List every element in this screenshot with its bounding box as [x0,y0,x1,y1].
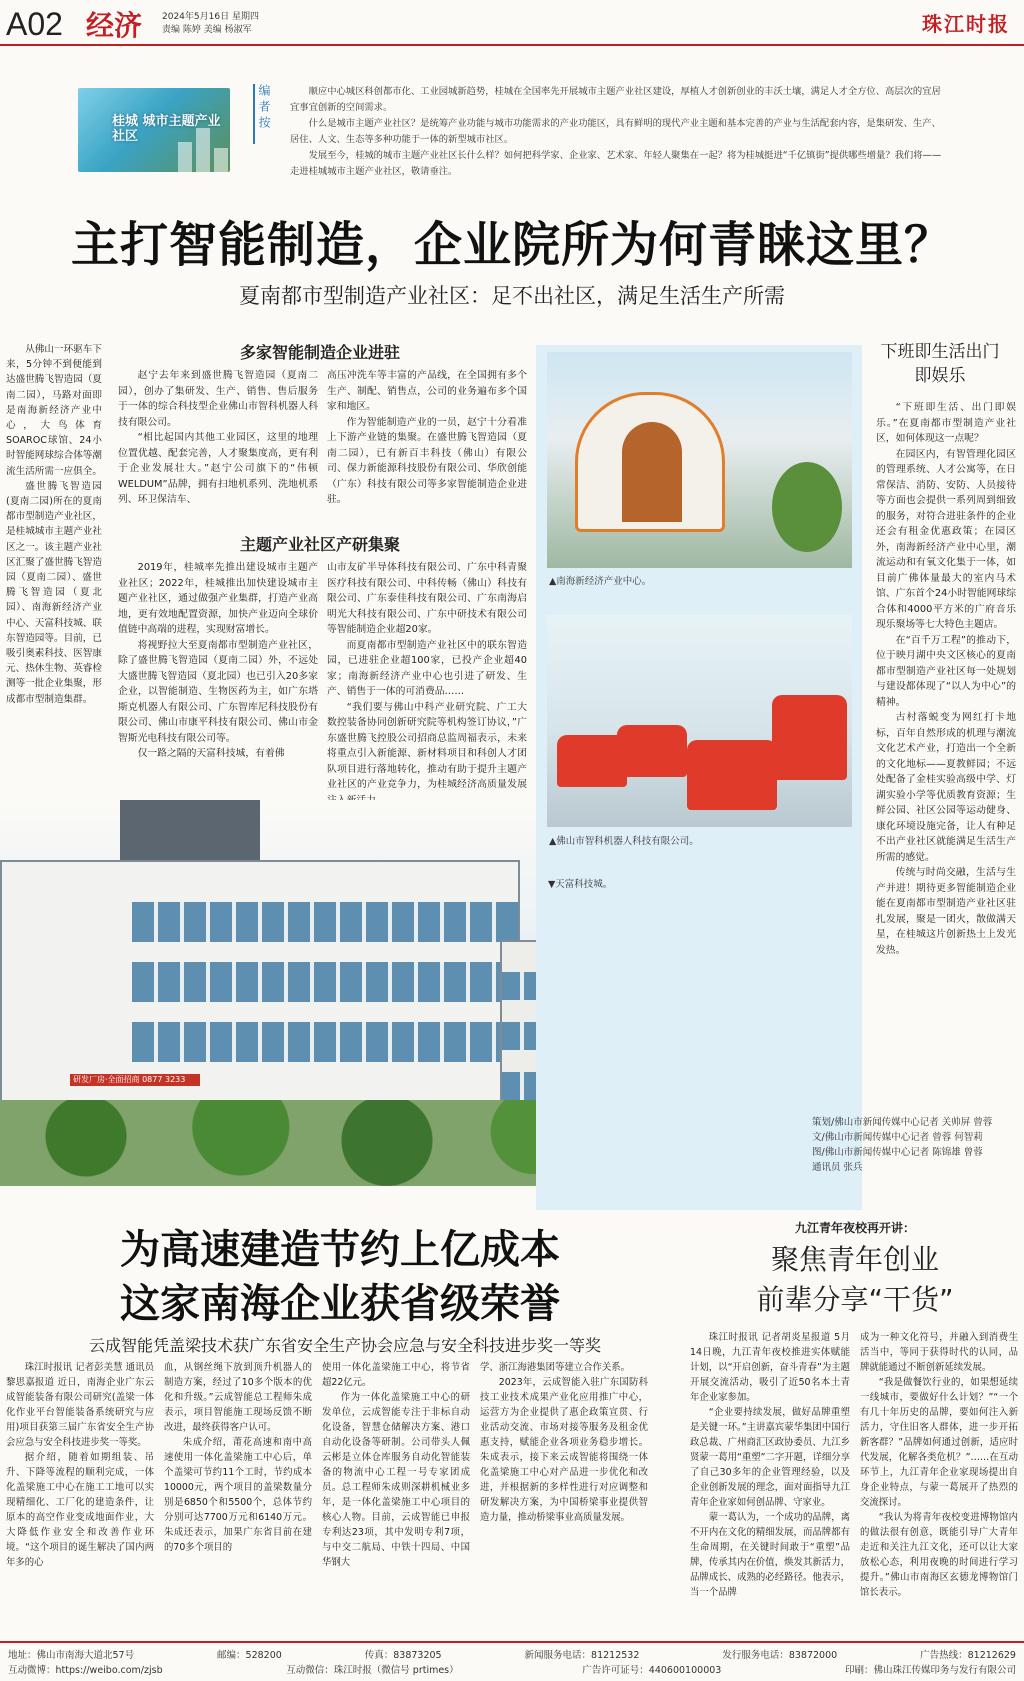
editor-note-label: 编者按 [253,84,273,144]
credit-line: 文/佛山市新闻传媒中心记者 曾蓉 何智莉 [812,1132,983,1143]
dateline [162,11,259,37]
article2-col3 [322,1360,470,1570]
body-paragraph: 从佛山一环驱车下来，5分钟不到便能到达盛世腾飞智造园（夏南二园），马路对面即是南海新经济产业中心，大鸟体育SOAROC球馆、24小时智能网球综合体等潮流生活所需一应俱全。 [6,344,102,477]
intro-paragraph: 什么是城市主题产业社区？是统筹产业功能与城市功能需求的产业功能区，具有鲜明的现代产业主题和基本完善的产业与生活配套内容，是集研发、生产、居住、人文、生态等多种功能于一体的新型城市社区。 [290,118,941,145]
footer-distribution-phone: 发行服务电话：83872000 [722,1650,838,1661]
body-paragraph: 高压冲洗车等丰富的产品线，在全国拥有多个生产、制配、销售点，公司的业务遍布多个国家和地区。 [327,370,527,412]
body-paragraph: 赵宁去年来到盛世腾飞智造园（夏南二园），创办了集研发、生产、销售、售后服务于一体的综合科技型企业佛山市智科机器人科技有限公司。 [118,370,318,428]
credit-line: 策划/佛山市新闻传媒中心记者 关帅屏 曾蓉 [812,1117,993,1128]
new-economy-center-photo [547,352,852,568]
article3-headline [690,1240,1020,1320]
tree [772,462,842,552]
main-headline: 主打智能制造，企业院所为何青睐这里？ [70,217,953,273]
photo-caption: ▲南海新经济产业中心。 [549,576,652,587]
footer-postcode: 邮编：528200 [217,1650,282,1661]
footer [0,1641,1024,1681]
paper-logo: 珠江时报 [922,12,1010,36]
building-main [0,860,520,1130]
body-paragraph: 2023年，云成智能入驻广东国防科技工业技术成果产业化应用推广中心，运营方为企业提供了惠企政策宣贯、行业活动交流、市场对接等服务及租金优惠支持，赋能企业各项业务稳步增长。朱成表示，接下来云成智能将围绕一体化盖梁施工中心对产品进一步优化和改进，并根据新的多样性进行对应调整和研发解决方案，为中国桥梁事业提供智造力量，推动桥梁事业高质量发展。 [480,1377,648,1523]
article2-col4 [480,1360,648,1525]
article2-subhead: 云成智能凭盖梁技术获广东省安全生产协会应急与安全科技进步奖一等奖 [88,1336,601,1355]
headline-line: 这家南海企业获省级荣誉 [120,1281,560,1327]
intro-paragraph: 顺应中心城区科创都市化、工业园城新趋势，桂城在全国率先开展城市主题产业社区建设，厚植人才创新创业的丰沃土壤，满足人才全方位、高层次的宜居宜事宜创新的空间需求。 [290,86,941,113]
footer-row [8,1663,1016,1678]
body-paragraph: 作为一体化盖梁施工中心的研发单位，云成智能专注于非标自动化设备，智慧仓储解决方案、港口自动化设备等研制。公司带头人佩云彬是立体仓库服务自动化智能装备的物流中心工程一号专家团成员。总工程师朱成则深耕机械业多年，是一体化盖梁施工中心项目的核心人物。目前，云成智能已申报专利达23项，其中发明专利7项，与中交二航局、中铁十四局、中国华钢大 [322,1392,470,1568]
right-column-title: 下班即生活出门即娱乐 [880,342,1000,386]
building-sign: 研发厂房·全面招商 0877 3233 [70,1074,200,1086]
intro-text [290,84,950,180]
body-paragraph: 血，从钢丝绳下放到顶升机器人的制造方案，经过了10多个版本的优化和升级。”云成智能总工程师朱成表示，项目智能施工现场反馈不断改进，最终获得客户认可。 [164,1362,312,1433]
body-paragraph: 山市友矿半导体科技有限公司、广东中科青聚医疗科技有限公司、中科传畅（佛山）科技有限公司、广东泰佳科技有限公司、广东南海启明光大科技有限公司、广东中研技术有限公司等智能制造企业超20家。 [327,562,527,635]
footer-fax: 传真：83873205 [364,1650,442,1661]
footer-printer: 印刷：佛山珠江传媒印务与发行有限公司 [844,1665,1016,1676]
body-paragraph: “我们要与佛山中科产业研究院、广工大数控装备协同创新研究院等机构签订协议，”广东盛世腾飞控股公司招商总监周福表示，未来将重点引入新能源、新材料项目和科创人才团队项目进行落地转化，推动有助于提升主题产业社区的产业竞争力，为桂城经济高质量发展 [327,701,527,790]
main-subhead: 夏南都市型制造产业社区：足不出社区，满足生活生产所需 [239,284,785,308]
page-number: A02 [6,6,63,42]
masthead [0,0,1024,46]
body-paragraph: 古村落蜕变为网红打卡地标，百年自然形成的机理与潮流文化艺术产业，打造出一个全新的文化地标——夏教鲜园；不远处配备了金桂实验高级中学、灯湖实验小学等优质教育资源；生鲜公园、社区公园等运动健身、康化环境设施完备，让人有种足不出产业社区就能满足生活生产所需的感觉。 [876,712,1016,863]
body-paragraph: “我是做餐饮行业的，如果想延续一线城市，要做好什么计划？”“一个有几十年历史的品牌，要如何注入新活力，守住旧客人群体，进一步开拓新客群？”品牌如何通过创新，适应时代发展，化解各类危机？”……在互动环节上，九江青年企业家现场提出自身企业特点，与蒙一葛展开了热烈的交流探讨。 [860,1377,1018,1508]
body-paragraph: 在园区内，有智管理化园区的管理系统、人才公寓等，在日常保洁、消防、安防、人员接待等方面也会提供一系列周到细致的服务，对符合进驻条件的企业还会有租金优惠政策；在园区外，南海新经济产业中心里，潮流运动和有氧文化集于一体，如目前广佛体量最大的室内马术馆、广东首个24小时智能网球综合体和4000平方米的广府音乐现乐聚场等七大特色主题店。 [876,448,1016,630]
headline-line: 聚焦青年创业 [770,1243,939,1276]
footer-wechat: 互动微信：珠江时报（微信号 prtimes） [286,1665,459,1676]
article3-kicker: 九江青年夜校再开讲： [794,1221,915,1235]
footer-weibo: 互动微博：https://weibo.com/zjsb [8,1665,163,1676]
right-column-text [876,400,1016,958]
robot-company-photo [547,615,852,827]
footer-news-phone: 新闻服务电话：81212532 [524,1650,640,1661]
footer-ad-hotline: 广告热线：81212629 [920,1650,1016,1661]
body-paragraph: 珠江时报讯 记者胡炎星报道 5月14日晚，九江青年夜校推进实体赋能计划，以“开启创新，奋斗青春”为主题开展交流活动，吸引了近50名本土青年企业家参加。 [690,1332,850,1403]
body-paragraph: 将视野拉大至夏南都市型制造产业社区，除了盛世腾飞智造园（夏南二园）外，不远处大盛世腾飞智造园（夏北园）也已引入20多家企业，以智能制造、生物医药为主，如广东塔斯克机器人有限公司、广东智库尼科技股份有限公司、佛山市康平科技有限公司、佛山市金智斯光电科技有限公司等。 [118,639,318,744]
body-paragraph: “企业要持续发展，做好品牌重塑是关键一环。”主讲嘉宾蒙华集团中国行政总裁、广州商汇区政协委员、九江乡贤蒙一葛用“重塑”二字开题，详细分享了自己30多年的企业管理经验，以及企业创新发展的理念，面对面指导九江青年企业家如何创品牌、守家业。 [690,1407,850,1508]
body-paragraph: 蒙一葛认为，一个成功的品牌，离不开内在文化的精细发展，而品牌都有生命周期，在关键时间敢于“重塑”品牌，传承其内在价值，焕发其新活力，品牌成长、成熟的必经路径。他表示，当一个品牌 [690,1512,850,1598]
article3-col1 [690,1330,850,1600]
section-a-col1 [118,368,318,508]
footer-ad-license: 广告许可证号：440600100003 [582,1665,722,1676]
body-paragraph: “相比起国内其他工业园区，这里的地理位置优越、配套完善，人才聚集度高，更有利于企业发展壮大。”赵宁公司旗下的“伟顿WELDUM”品牌，拥有扫地机系列、洗地机系列、环卫保洁车、 [118,432,318,505]
intro-banner-image [78,88,230,172]
body-paragraph: 成为一种文化符号，并融入到消费生活当中，等同于获得时代的认同，品牌就能通过不断创新延续发展。 [860,1332,1018,1373]
section-a-col2 [327,368,527,508]
footer-row [8,1648,1016,1663]
headline-line: 前辈分享“干货” [756,1283,954,1316]
intro-image-text: 桂城 城市主题产业社区 [112,114,221,144]
body-paragraph: 2019年，桂城率先推出建设城市主题产业社区；2022年，桂城推出加快建设城市主题产业社区，通过做强产业集群，打造产业高地，更有效地配置资源，加快产业迈向全球价值链中高端的进程，实现财富增长。 [118,562,318,635]
body-paragraph: 作为智能制造产业的一员，赵宁十分看准上下游产业链的集聚。在盛世腾飞智造园（夏南二园），已有新百丰科技（佛山）有限公司、保力新能源科技股份有限公司、华欣创能（广东）科技有限公司等多家智能制造企业进驻。 [327,416,527,505]
headline-line: 为高速建造节约上亿成本 [120,1227,560,1273]
section-name: 经济 [86,9,143,42]
section-a-title: 多家智能制造企业进驻 [239,343,400,362]
photo-caption: ▼天富科技城。 [548,879,613,890]
body-paragraph: 使用一体化盖梁施工中心，将节省超22亿元。 [322,1362,470,1388]
body-paragraph: 在“百千万工程”的推动下，位于映月湖中央文区核心的夏南都市型制造产业社区每一处规划与建设都体现了“以人为中心”的精神。 [876,634,1016,708]
intro-paragraph: 发展至今，桂城的城市主题产业社区长什么样？如何把科学家、企业家、艺术家、年轻人聚集在一起？将为桂城挺进“千亿镇街”提供哪些增量？我们将——走进桂城城市主题产业社区，敬请垂注。 [290,150,942,177]
body-paragraph: 而夏南都市型制造产业社区中的联东智造园，已进驻企业超100家，已投产企业超40家；南海新经济产业中心也引进了研发、生产、销售于一体的可消费品…… [327,639,527,697]
body-paragraph: 学、浙江海港集团等建立合作关系。 [480,1362,631,1373]
article2-col2 [164,1360,312,1555]
credits [812,1115,1022,1175]
article2-col1 [6,1360,154,1570]
body-paragraph: 据介绍，随着如期组装、吊升、下降等流程的顺利完成，一体化盖梁施工中心在施工工地可以实现精细化、工厂化的建造条件，让原本的高空作业变成地面作业，大大降低作业安全和改善作业环境。“这个项目的诞生解决了国内两年多的心 [6,1452,154,1568]
article3-col2 [860,1330,1018,1600]
issue-date: 2024年5月16日 星期四 [162,12,259,22]
body-paragraph: 传统与时尚交融，生活与生产并进！期待更多智能制造企业能在夏南都市型制造产业社区驻扎发展，聚是一团火，散做满天星，在桂城这片创新热土上发光发热。 [876,867,1016,956]
body-paragraph: 盛世腾飞智造园(夏南二园)所在的夏南都市型制造产业社区，是桂城城市主题产业社区之一。该主题产业社区汇聚了盛世腾飞智造园（夏南二园）、盛世腾飞智造园（夏北园）、南海新经济产业中心、天富科技城、联东智造园等。目前，已吸引奥素科技、医智康元、热休生物、英睿检测等一批企业集聚，形成都市型制造集群。 [6,480,102,705]
article1-left-column [6,342,102,707]
section-b-title: 主题产业社区产研集聚 [239,535,400,554]
body-paragraph: 仅一路之隔的天富科技城，有着佛 [137,748,285,759]
editors-line: 责编 陈婷 美编 杨淑军 [162,25,252,35]
body-paragraph: 朱成介绍，莆花高速和南中高速使用一体化盖梁施工中心后，单个盖梁可节约11个工时，节约成本10000元，两个项目的盖梁数量分别是6850个和5500个，总体节约分别可达7700万元和6140万元。朱成还表示，加果广东省目前在建的70多个项目的 [164,1437,312,1553]
credit-line: 图/佛山市新闻传媒中心记者 陈锦雄 曾蓉 [812,1147,983,1158]
credit-line: 通讯员 张兵 [812,1162,863,1173]
body-paragraph: 珠江时报讯 记者彭美慧 通讯员黎思嘉报道 近日，南海企业广东云成智能装备有限公司研究(盖梁一体化作业平台智能装备系统研究与应用)项目获第三届广东省安全生产协会应急与安全科技进步奖一等奖。 [6,1362,154,1448]
body-paragraph: “下班即生活、出门即娱乐。”在夏南都市型制造产业社区，如何体现这一点呢？ [876,402,1016,444]
footer-address: 地址：佛山市南海大道北57号 [8,1650,135,1661]
section-b-col1 [118,560,318,762]
pod-door [622,422,682,522]
photo-caption: ▲佛山市智科机器人科技有限公司。 [549,836,699,847]
article2-headline [40,1223,640,1331]
body-paragraph: “我认为将青年夜校变进博物馆内的做法很有创意，既能引导广大青年走近和关注九江文化，还可以让大家放松心态，利用夜晚的时间进行学习提升。”佛山市南海区玄德龙博物馆门馆长表示。 [860,1512,1018,1598]
section-b-col2 [327,560,527,808]
